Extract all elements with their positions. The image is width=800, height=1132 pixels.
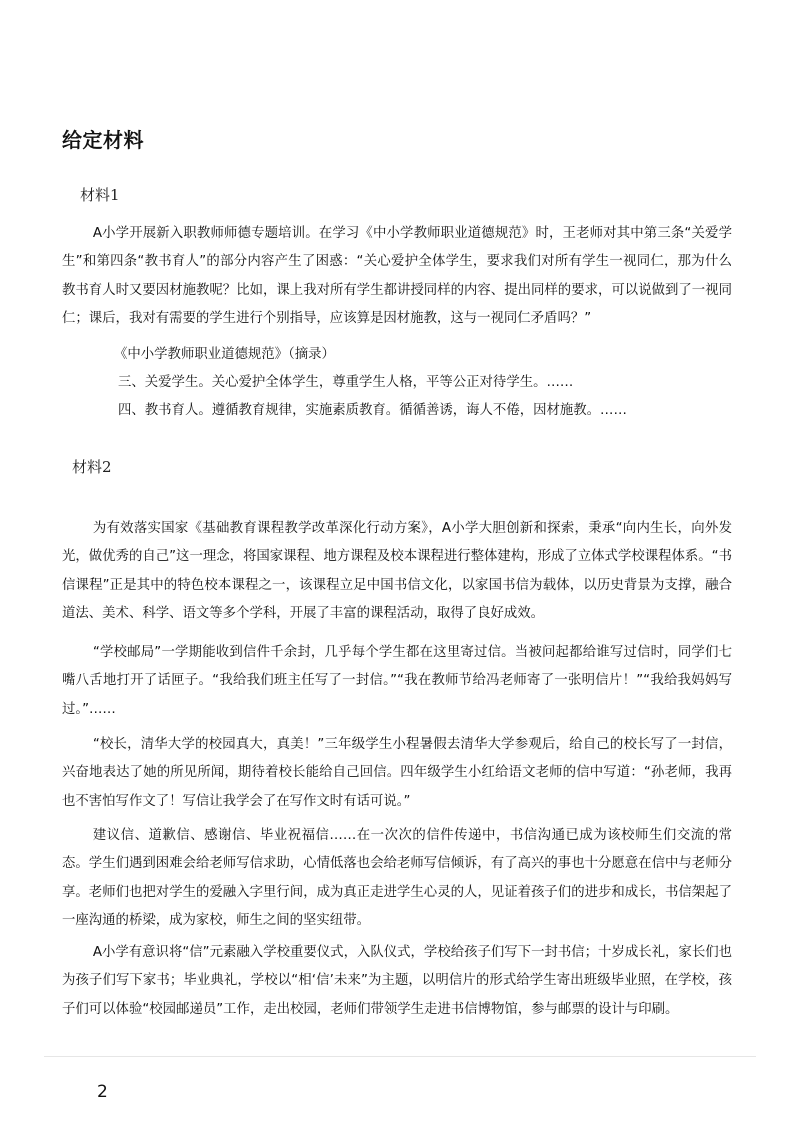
excerpt-item-3: 三、关爱学生。关心爱护全体学生，尊重学生人格，平等公正对待学生。…… <box>118 375 574 390</box>
material-2-paragraph-3: “校长，清华大学的校园真大，真美！”三年级学生小程暑假去清华大学参观后，给自己的校长写了一封信，兴奋地表达了她的所见所闻，期待着校长能给自己回信。四年级学生小红给语文老师的信中写道：“孙老师，我再也不害怕写作文了！写信让我学会了在写作文时有话可说。” <box>62 737 732 809</box>
material-2-paragraph-4: 建议信、道歉信、感谢信、毕业祝福信……在一次次的信件传递中，书信沟通已成为该校师生们交流的常态。学生们遇到困难会给老师写信求助，心情低落也会给老师写信倾诉，有了高兴的事也十分愿意在信中与老师分享。老师们也把对学生的爱融入字里行间，成为真正走进学生心灵的人，见证着孩子们的进步和成长，书信架起了一座沟通的桥梁，成为家校，师生之间的坚实纽带。 <box>62 828 732 928</box>
page-number: 2 <box>97 1082 108 1102</box>
material-2-paragraph-2: “学校邮局”一学期能收到信件千余封，几乎每个学生都在这里寄过信。当被问起都给谁写过信时，同学们七嘴八舌地打开了话匣子。“我给我们班主任写了一封信。”“我在教师节给冯老师寄了一张明信片！”“我给我妈妈写过。”…… <box>62 645 732 717</box>
material-1-paragraph: A小学开展新入职教师师德专题培训。在学习《中小学教师职业道德规范》时，王老师对其中第三条“关爱学生”和第四条“教书育人”的部分内容产生了困惑：“关心爱护全体学生，要求我们对所有学生一视同仁，那为什么教书育人时又要因材施教呢？比如，课上我对所有学生都讲授同样的内容、提出同样的要求，可以说做到了一视同仁；课后，我对有需要的学生进行个别指导，应该算是因材施教，这与一视同仁矛盾吗？” <box>62 226 732 326</box>
excerpt-title: 《中小学教师职业道德规范》（摘录） <box>114 347 335 362</box>
material-2-paragraph-5: A小学有意识将“信”元素融入学校重要仪式，入队仪式，学校给孩子们写下一封书信；十岁成长礼，家长们也为孩子们写下家书；毕业典礼，学校以“相‘信’未来”为主题，以明信片的形式给学生寄出班级毕业照，在学校，孩子们可以体验“校园邮递员”工作，走出校园，老师们带领学生走进书信博物馆，参与邮票的设计与印刷。 <box>62 945 732 1017</box>
page-title: 给定材料 <box>62 128 144 152</box>
material-2-label: 材料2 <box>72 458 112 476</box>
page-footer-divider <box>44 1056 756 1057</box>
material-1-label: 材料1 <box>80 186 120 204</box>
excerpt-item-4: 四、教书育人。遵循教育规律，实施素质教育。循循善诱，诲人不倦，因材施教。…… <box>118 403 627 418</box>
material-2-paragraph-1: 为有效落实国家《基础教育课程教学改革深化行动方案》，A小学大胆创新和探索，秉承“向内生长，向外发光，做优秀的自己”这一理念，将国家课程、地方课程及校本课程进行整体建构，形成了立体式学校课程体系。“书信课程”正是其中的特色校本课程之一，该课程立足中国书信文化，以家国书信为载体，以历史背景为支撑，融合道法、美术、科学、语文等多个学科，开展了丰富的课程活动，取得了良好成效。 <box>62 521 733 621</box>
